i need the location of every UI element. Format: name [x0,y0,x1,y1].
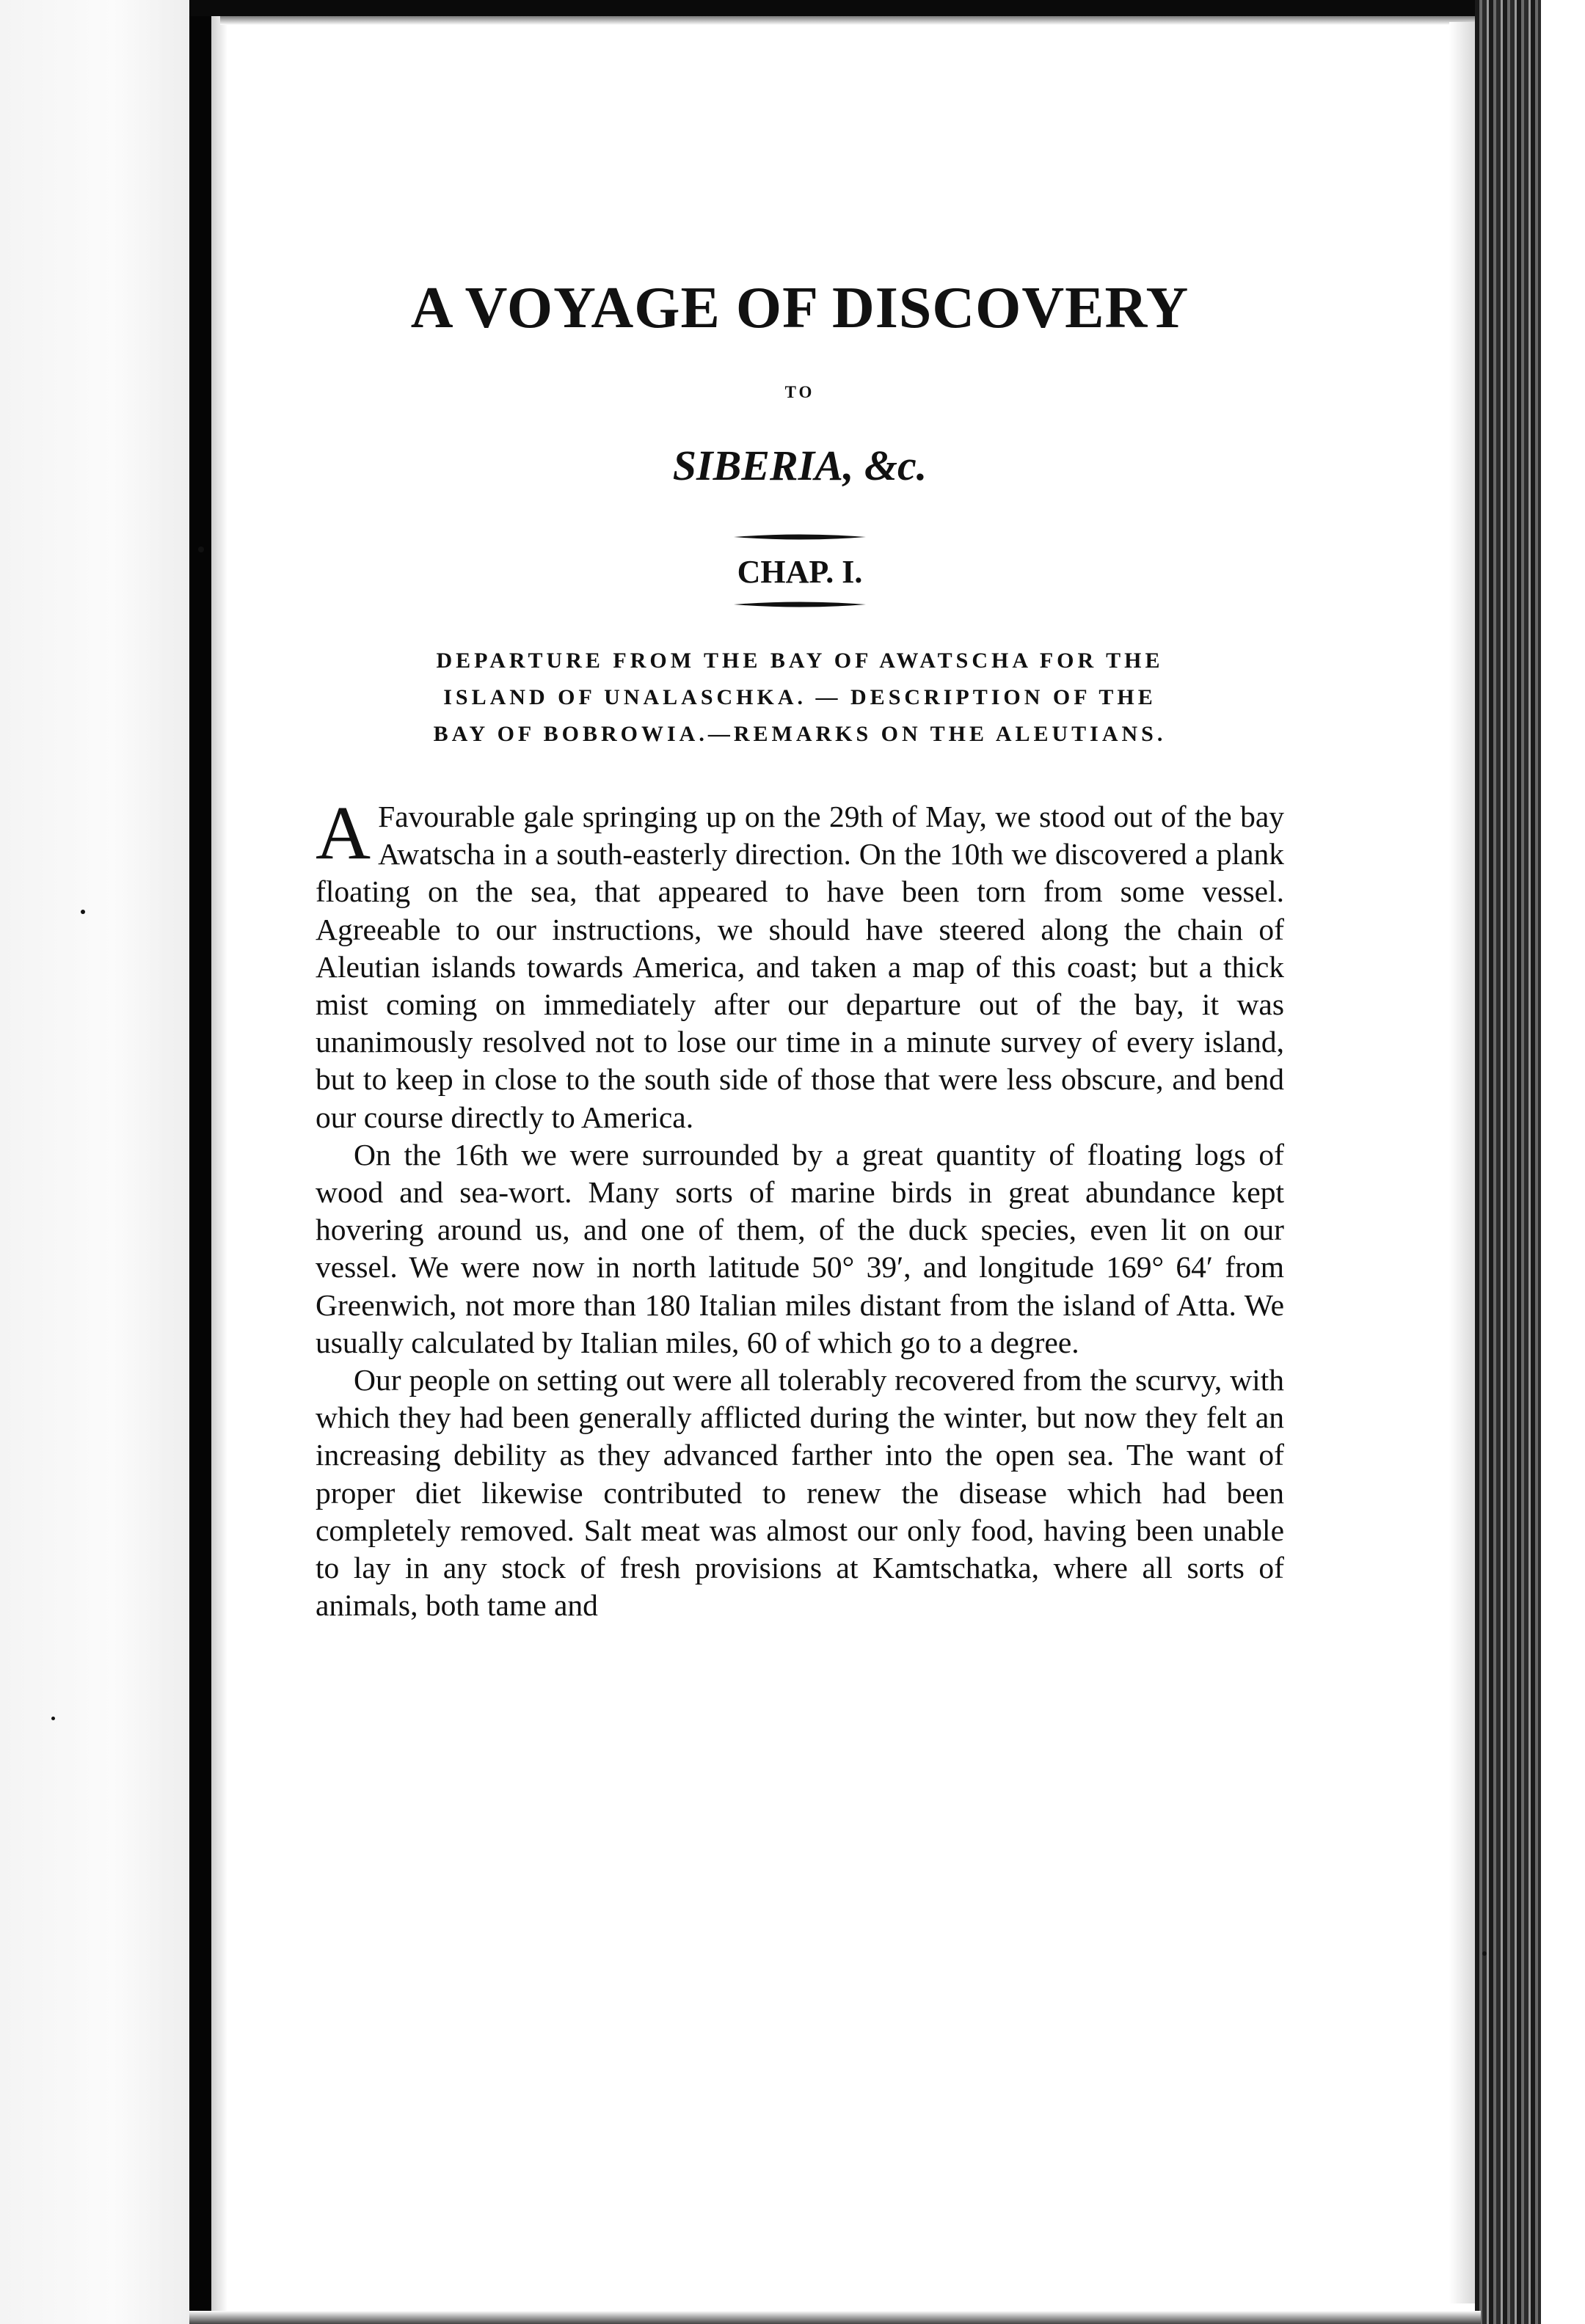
gutter-shadow [211,0,227,2324]
scan-speck [51,1717,55,1720]
summary-line: DEPARTURE FROM THE BAY OF AWATSCHA FOR THE [436,648,1164,673]
scan-speck [1482,1951,1487,1956]
paragraph-3: Our people on setting out were all tolerably recovered from the scurvy, with which they had been generally afflicted during the winter, but now they felt an increasing debility as they advanced farther into the open sea. The want of proper diet likewise contributed to renew the disease which had been completely removed. Salt meat was almost our only food, having been unable to lay in any stock of fresh provisions at Kamtschatka, where all sorts of animals, both tame and [316,1363,1284,1623]
page-top-shadow [220,16,1482,25]
book-subtitle: SIBERIA, &c. [672,442,928,489]
summary-line: ISLAND OF UNALASCHKA. — DESCRIPTION OF THE [443,685,1156,709]
book-title: A VOYAGE OF DISCOVERY [410,276,1189,340]
chapter-heading: CHAP. I. [737,554,863,590]
book-page [316,276,1284,1624]
title-connector: TO [784,383,815,401]
scan-right-margin [1541,0,1585,2324]
page-top-edge [189,0,1488,16]
left-facing-page [0,0,189,2324]
scan-speck [198,547,204,552]
ornamental-rule-top [734,531,866,543]
book-gutter [189,0,211,2324]
paragraph-1 [316,791,1284,1136]
summary-line: BAY OF BOBROWIA.—REMARKS ON THE ALEUTIANS. [433,722,1167,746]
paragraph-2: On the 16th we were surrounded by a great quantity of floating logs of wood and sea-wort. Many sorts of marine birds in great abundance kept hovering around us, and one of them, of the duck species, even lit on our vessel. We were now in north latitude 50° 39′, and longitude 169° 64′ from Greenwich, not more than 180 Italian miles distant from the island of Atta. We usually calculated by Italian miles, 60 of which go to a degree. [316,1137,1284,1359]
page-right-shadow [1449,22,1475,2303]
paragraph-1-text: Favourable gale springing up on the 29th of May, we stood out of the bay Awatscha in a south-easterly direction. On the 10th we discovered a plank floating on the sea, that appeared to have been torn from some vessel. Agreeable to our instructions, we should have steered along the chain of Aleutian islands towards America, and taken a map of this coast; but a thick mist coming on immediately after our departure out of the bay, it was unanimously resolved not to lose our time in a minute survey of every island, but to keep in close to the south side of those that were less obscure, and bend our course directly to America. [316,800,1284,1134]
ornamental-rule-bottom [734,599,866,610]
page-bottom-edge [189,2311,1481,2324]
drop-cap: A [316,791,371,875]
scan-speck [81,910,85,914]
chapter-summary [316,643,1284,753]
